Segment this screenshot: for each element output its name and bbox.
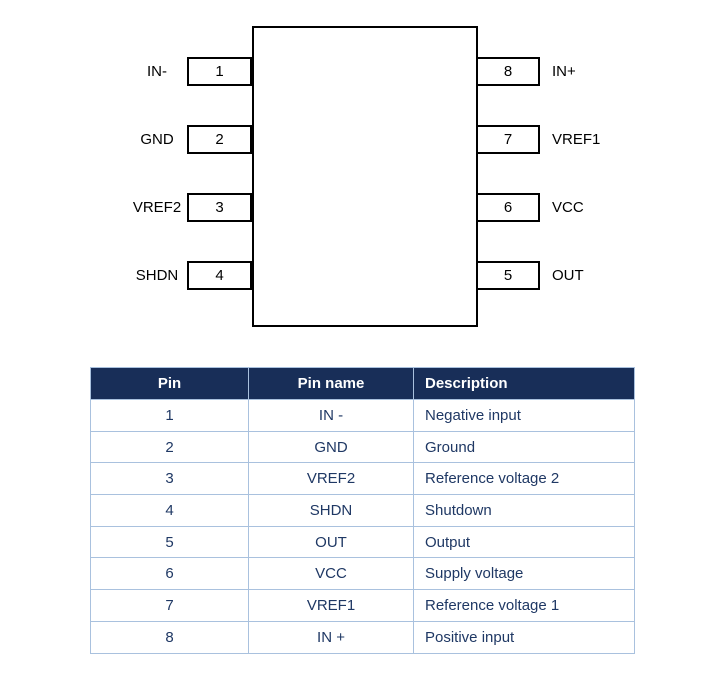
table-row bbox=[91, 463, 635, 495]
cell-description: Reference voltage 2 bbox=[414, 463, 635, 495]
pin-box-3: 3 bbox=[187, 193, 252, 222]
pin-label-vcc: VCC bbox=[552, 199, 584, 216]
cell-pin: 2 bbox=[91, 431, 249, 463]
table-row bbox=[91, 621, 635, 653]
pin-box-8: 8 bbox=[476, 57, 540, 86]
pin-box-1: 1 bbox=[187, 57, 252, 86]
cell-description: Negative input bbox=[414, 400, 635, 432]
table-row bbox=[91, 495, 635, 527]
column-header-pin: Pin bbox=[91, 368, 249, 400]
cell-pin-name: IN + bbox=[249, 621, 414, 653]
pin-box-6: 6 bbox=[476, 193, 540, 222]
column-header-description: Description bbox=[414, 368, 635, 400]
table-row bbox=[91, 400, 635, 432]
cell-description: Reference voltage 1 bbox=[414, 590, 635, 622]
cell-pin: 7 bbox=[91, 590, 249, 622]
cell-description: Output bbox=[414, 526, 635, 558]
cell-description: Supply voltage bbox=[414, 558, 635, 590]
table-row bbox=[91, 558, 635, 590]
cell-pin-name: VREF1 bbox=[249, 590, 414, 622]
table-header-row bbox=[91, 368, 635, 400]
cell-pin-name: OUT bbox=[249, 526, 414, 558]
pin-label-shdn: SHDN bbox=[135, 267, 179, 284]
pin-box-5: 5 bbox=[476, 261, 540, 290]
table-row bbox=[91, 431, 635, 463]
pin-box-4: 4 bbox=[187, 261, 252, 290]
cell-pin-name: IN - bbox=[249, 400, 414, 432]
pin-box-7: 7 bbox=[476, 125, 540, 154]
cell-description: Ground bbox=[414, 431, 635, 463]
pin-label-in-plus: IN+ bbox=[552, 63, 576, 80]
pin-label-out: OUT bbox=[552, 267, 584, 284]
table-row bbox=[91, 526, 635, 558]
cell-pin: 5 bbox=[91, 526, 249, 558]
pin-label-in-minus: IN- bbox=[147, 63, 167, 80]
cell-pin-name: GND bbox=[249, 431, 414, 463]
cell-pin-name: SHDN bbox=[249, 495, 414, 527]
pin-box-2: 2 bbox=[187, 125, 252, 154]
cell-pin: 4 bbox=[91, 495, 249, 527]
cell-pin-name: VCC bbox=[249, 558, 414, 590]
cell-pin: 6 bbox=[91, 558, 249, 590]
cell-pin: 3 bbox=[91, 463, 249, 495]
ic-body bbox=[252, 26, 478, 327]
cell-description: Shutdown bbox=[414, 495, 635, 527]
pin-description-table bbox=[90, 367, 635, 654]
cell-pin-name: VREF2 bbox=[249, 463, 414, 495]
pin-label-gnd: GND bbox=[140, 131, 174, 148]
cell-pin: 8 bbox=[91, 621, 249, 653]
pin-label-vref2: VREF2 bbox=[132, 199, 182, 216]
cell-pin: 1 bbox=[91, 400, 249, 432]
table-row bbox=[91, 590, 635, 622]
column-header-pin-name: Pin name bbox=[249, 368, 414, 400]
pin-label-vref1: VREF1 bbox=[552, 131, 601, 148]
cell-description: Positive input bbox=[414, 621, 635, 653]
